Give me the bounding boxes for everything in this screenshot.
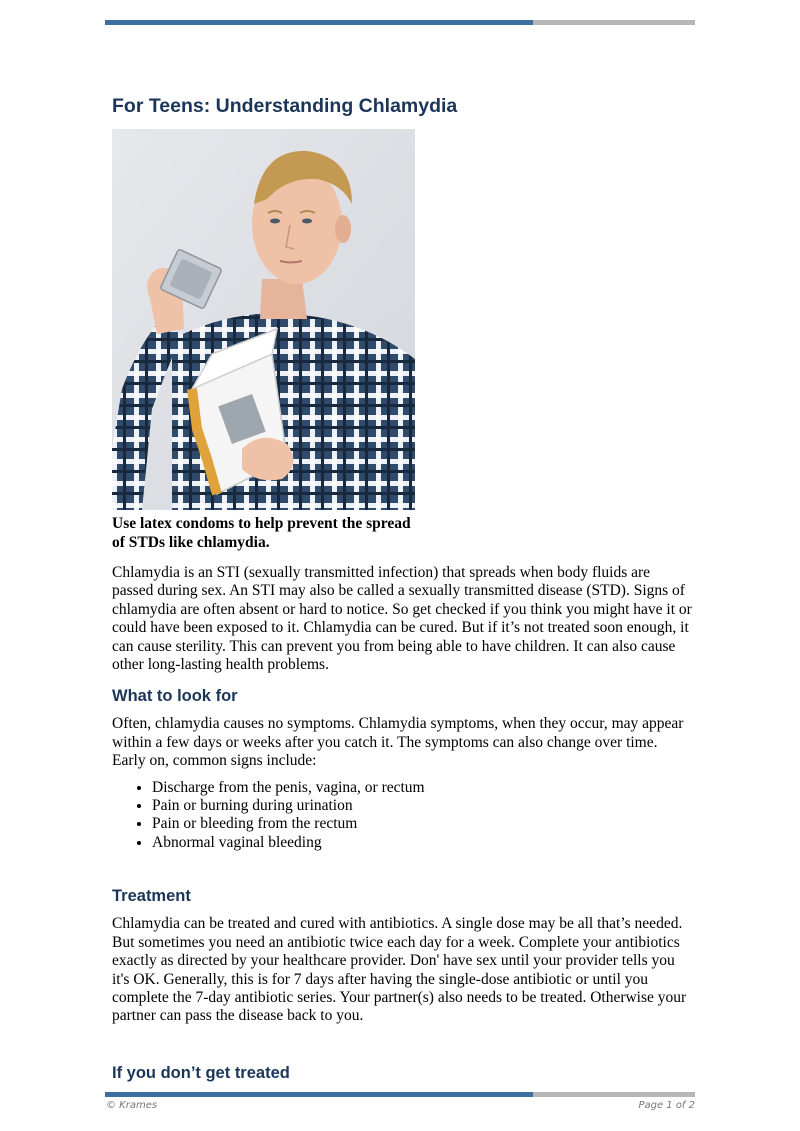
photo-caption: Use latex condoms to help prevent the spread of STDs like chlamydia. <box>112 515 411 551</box>
page-title: For Teens: Understanding Chlamydia <box>112 95 458 117</box>
document-body <box>112 93 692 1084</box>
photo-illustration <box>112 129 415 510</box>
condom-photo <box>112 129 415 510</box>
section-heading-treatment: Treatment <box>112 887 191 906</box>
footer-rule-gray <box>533 1092 695 1097</box>
list-item: • Pain or burning during urination <box>152 797 692 815</box>
list-item: • Discharge from the penis, vagina, or rectum <box>152 779 692 797</box>
section-what-to-look-for-text: Often, chlamydia causes no symptoms. Chlamydia symptoms, when they occur, may appear within a few days or weeks after you catch it. The symptoms can also change over time. Early on, common signs include: <box>112 715 684 770</box>
section-heading-what-to-look-for: What to look for <box>112 687 238 706</box>
symptom-list <box>112 779 692 853</box>
list-item: • Pain or bleeding from the rectum <box>152 815 692 833</box>
section-treatment-text: Chlamydia can be treated and cured with antibiotics. A single dose may be all that’s needed. But sometimes you need an antibiotic twice each day for a week. Complete your antibiotics exactly as directed by your healthcare provider. Don' have sex until your provider tells you it's OK. Generally, this is for 7 days after having the single-dose antibiotic or until you complete the 7-day antibiotic series. Your partner(s) also needs to be treated. Otherwise your partner can pass the disease back to you. <box>112 915 687 1025</box>
footer-rule <box>105 1092 695 1097</box>
intro-paragraph: Chlamydia is an STI (sexually transmitted infection) that spreads when body fluids are passed during sex. An STI may also be called a sexually transmitted disease (STD). Signs of chlamydia are often absent or hard to notice. So get checked if you think you might have it or could have been exposed to it. Chlamydia can be cured. But if it’s not treated soon enough, it can cause sterility. This can prevent you from being able to have children. It can also cause other long-lasting health problems. <box>112 564 692 674</box>
section-heading-if-not-treated: If you don’t get treated <box>112 1063 290 1082</box>
footer-page-number: Page 1 of 2 <box>638 1100 695 1111</box>
footer-copyright: © Krames <box>106 1100 158 1111</box>
header-rule <box>105 20 695 25</box>
footer-rule-blue <box>105 1092 533 1097</box>
list-item: • Abnormal vaginal bleeding <box>152 834 692 852</box>
header-rule-gray <box>533 20 695 25</box>
header-rule-blue <box>105 20 533 25</box>
